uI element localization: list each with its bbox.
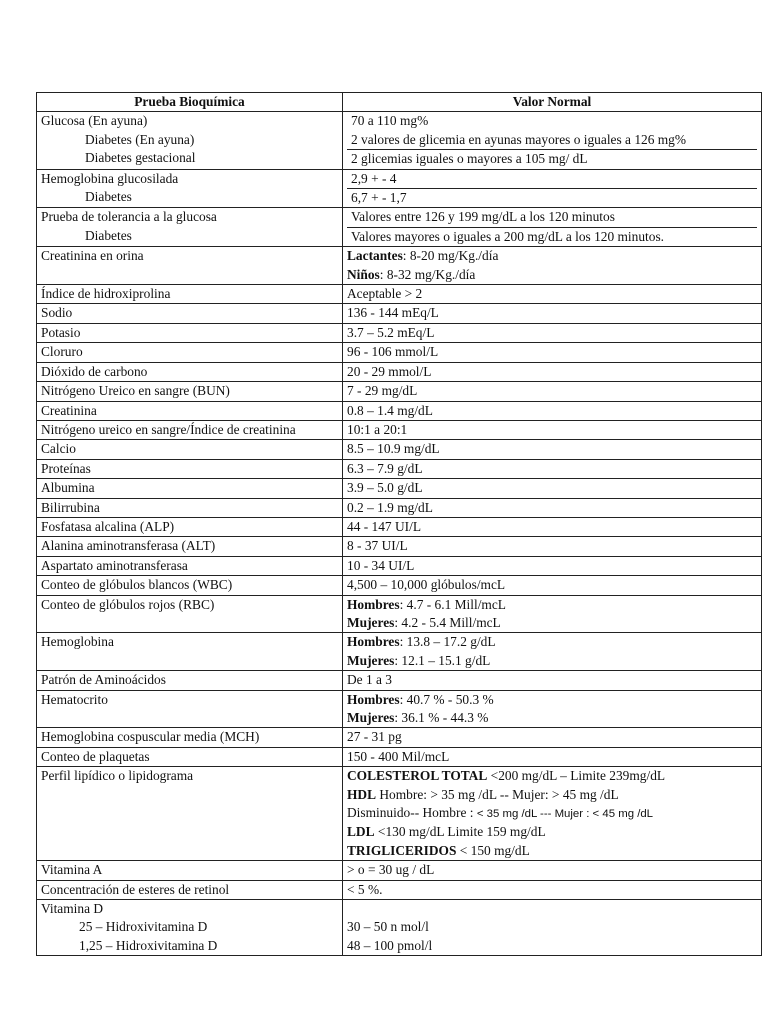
table-row — [37, 401, 762, 420]
test-cell — [37, 169, 343, 208]
test-name: Sodio — [37, 304, 343, 323]
value-text: : 4.2 - 5.4 Mill/mcL — [394, 614, 501, 630]
value-line — [347, 804, 757, 823]
value-text: 136 - 144 mEq/L — [343, 304, 762, 323]
table-row — [37, 517, 762, 536]
table-row — [37, 382, 762, 401]
table-row — [37, 169, 762, 208]
test-name: Perfil lipídico o lipidograma — [37, 767, 343, 861]
value-label: Niños — [347, 266, 380, 282]
table-row — [37, 247, 762, 285]
value-line — [347, 691, 757, 709]
value-text: 4,500 – 10,000 glóbulos/mcL — [343, 576, 762, 595]
value-text: 0.2 – 1.9 mg/dL — [343, 498, 762, 517]
test-name: Hemoglobina glucosilada — [41, 170, 179, 186]
value-cell — [343, 595, 762, 633]
test-name: Vitamina D — [41, 901, 104, 917]
table-row — [37, 112, 762, 169]
test-name: Calcio — [37, 440, 343, 459]
value-text: Valores mayores o iguales a 200 mg/dL a los 120 minutos. — [347, 227, 757, 246]
reference-values-table — [36, 92, 762, 956]
value-label: Lactantes — [347, 248, 403, 264]
value-text: 20 - 29 mmol/L — [343, 362, 762, 381]
test-name: Concentración de esteres de retinol — [37, 880, 343, 899]
test-name: Hemoglobina — [37, 633, 343, 671]
value-text: 48 – 100 pmol/l — [347, 937, 433, 953]
header-value: Valor Normal — [343, 93, 762, 112]
table-row — [37, 323, 762, 342]
value-cell — [343, 247, 762, 285]
table-row — [37, 537, 762, 556]
value-text: 8 - 37 UI/L — [343, 537, 762, 556]
test-name: Bilirrubina — [37, 498, 343, 517]
test-name: Vitamina A — [37, 861, 343, 880]
table-row — [37, 861, 762, 880]
test-name: Fosfatasa alcalina (ALP) — [37, 517, 343, 536]
value-text: 6,7 + - 1,7 — [347, 188, 757, 207]
table-row — [37, 690, 762, 728]
value-text: : 4.7 - 6.1 Mill/mcL — [399, 596, 506, 612]
value-line — [347, 652, 757, 670]
value-text: < 5 %. — [343, 880, 762, 899]
value-line — [347, 633, 757, 651]
test-name: Potasio — [37, 323, 343, 342]
test-name: Glucosa (En ayuna) — [41, 113, 148, 129]
value-text: 6.3 – 7.9 g/dL — [343, 459, 762, 478]
test-subname: Diabetes (En ayuna) — [85, 131, 195, 147]
test-name: Creatinina en orina — [37, 247, 343, 285]
test-name: Cloruro — [37, 343, 343, 362]
test-name: Hematocrito — [37, 690, 343, 728]
value-cell — [343, 208, 762, 247]
value-label: Hombres — [347, 634, 400, 650]
value-label: Mujeres — [347, 652, 395, 668]
table-row — [37, 479, 762, 498]
table-row — [37, 633, 762, 671]
test-subname: 25 – Hidroxivitamina D — [79, 919, 208, 935]
table-row — [37, 747, 762, 766]
test-name: Albumina — [37, 479, 343, 498]
value-text: <130 mg/dL Limite 159 mg/dL — [374, 824, 546, 840]
value-text: 10:1 a 20:1 — [343, 420, 762, 439]
value-text: Aceptable > 2 — [343, 285, 762, 304]
table-row — [37, 728, 762, 747]
value-text: 10 - 34 UI/L — [343, 556, 762, 575]
value-label: LDL — [347, 824, 375, 840]
value-text: 2 glicemias iguales o mayores a 105 mg/ dL — [347, 149, 757, 168]
simple-rows-group — [37, 285, 762, 596]
table-row — [37, 576, 762, 595]
test-name: Nitrógeno Ureico en sangre (BUN) — [37, 382, 343, 401]
value-text: Disminuido-- Hombre : — [347, 805, 477, 821]
table-row — [37, 595, 762, 633]
value-text: 70 a 110 mg% — [351, 113, 429, 129]
test-subname: Diabetes gestacional — [85, 150, 196, 166]
table-row — [37, 362, 762, 381]
test-name: Creatinina — [37, 401, 343, 420]
table-row — [37, 671, 762, 690]
test-name: Proteínas — [37, 459, 343, 478]
table-row — [37, 459, 762, 478]
value-text: 0.8 – 1.4 mg/dL — [343, 401, 762, 420]
test-name: Aspartato aminotransferasa — [37, 556, 343, 575]
value-text: 8.5 – 10.9 mg/dL — [343, 440, 762, 459]
test-subname: Diabetes — [85, 189, 132, 205]
test-name: Conteo de glóbulos rojos (RBC) — [37, 595, 343, 633]
value-line — [347, 842, 757, 860]
value-text: 150 - 400 Mil/mcL — [343, 747, 762, 766]
value-cell — [343, 900, 762, 956]
value-line — [347, 596, 757, 614]
value-text: 2,9 + - 4 — [351, 170, 397, 186]
table-row — [37, 498, 762, 517]
table-row — [37, 556, 762, 575]
test-name: Nitrógeno ureico en sangre/Índice de creatinina — [37, 420, 343, 439]
value-text: 27 - 31 pg — [343, 728, 762, 747]
value-text: 3.7 – 5.2 mEq/L — [343, 323, 762, 342]
test-cell — [37, 112, 343, 169]
value-text: Valores entre 126 y 199 mg/dL a los 120 minutos — [351, 209, 615, 225]
table-row — [37, 900, 762, 956]
value-cell — [343, 767, 762, 861]
value-line — [347, 247, 757, 265]
test-name: Patrón de Aminoácidos — [37, 671, 343, 690]
value-label: Mujeres — [347, 710, 395, 725]
value-text: > o = 30 ug / dL — [343, 861, 762, 880]
table-row — [37, 767, 762, 861]
value-text: : 12.1 – 15.1 g/dL — [394, 652, 491, 668]
header-test: Prueba Bioquímica — [37, 93, 343, 112]
test-name: Prueba de tolerancia a la glucosa — [41, 209, 217, 225]
value-text: 44 - 147 UI/L — [343, 517, 762, 536]
table-row — [37, 343, 762, 362]
value-text: 96 - 106 mmol/L — [343, 343, 762, 362]
value-line — [347, 709, 757, 727]
table-row — [37, 420, 762, 439]
value-line — [347, 786, 757, 804]
value-text: 30 – 50 n mol/l — [347, 919, 429, 935]
test-subname: 1,25 – Hidroxivitamina D — [79, 937, 218, 953]
test-cell — [37, 208, 343, 247]
test-name: Dióxido de carbono — [37, 362, 343, 381]
value-text: : 8-32 mg/Kg./día — [379, 266, 476, 282]
value-cell — [343, 633, 762, 671]
value-cell — [343, 169, 762, 208]
table-row — [37, 880, 762, 899]
value-text: < 150 mg/dL — [456, 842, 530, 858]
test-name: Hemoglobina cospuscular media (MCH) — [37, 728, 343, 747]
test-name: Conteo de plaquetas — [37, 747, 343, 766]
header-row — [37, 93, 762, 112]
test-name: Conteo de glóbulos blancos (WBC) — [37, 576, 343, 595]
value-text: : 8-20 mg/Kg./día — [402, 248, 499, 264]
table-row — [37, 440, 762, 459]
table-row — [37, 208, 762, 247]
value-label: Mujeres — [347, 614, 395, 630]
value-text: < 35 mg /dL --- Mujer : < 45 mg /dL — [476, 808, 654, 821]
value-text: : 36.1 % - 44.3 % — [394, 710, 489, 725]
value-cell — [343, 690, 762, 728]
value-text: Hombre: > 35 mg /dL -- Mujer: > 45 mg /dL — [376, 786, 619, 802]
table-row — [37, 285, 762, 304]
value-text: 2 valores de glicemia en ayunas mayores o iguales a 126 mg% — [351, 131, 687, 147]
table-row — [37, 304, 762, 323]
value-line — [347, 767, 757, 785]
value-label: TRIGLICERIDOS — [347, 842, 457, 858]
value-text: <200 mg/dL – Limite 239mg/dL — [487, 768, 666, 784]
value-line — [347, 266, 757, 284]
test-subname: Diabetes — [85, 227, 132, 243]
test-name: Índice de hidroxiprolina — [37, 285, 343, 304]
value-line — [347, 614, 757, 632]
value-text: 3.9 – 5.0 g/dL — [343, 479, 762, 498]
value-text: 7 - 29 mg/dL — [343, 382, 762, 401]
value-text: : 40.7 % - 50.3 % — [399, 691, 494, 707]
test-name: Alanina aminotransferasa (ALT) — [37, 537, 343, 556]
value-line — [347, 823, 757, 841]
value-text: : 13.8 – 17.2 g/dL — [399, 634, 496, 650]
value-label: HDL — [347, 786, 377, 802]
test-cell — [37, 900, 343, 956]
value-label: Hombres — [347, 596, 400, 612]
value-label: COLESTEROL TOTAL — [347, 768, 488, 784]
value-label: Hombres — [347, 691, 400, 707]
value-cell — [343, 112, 762, 169]
value-text: De 1 a 3 — [343, 671, 762, 690]
